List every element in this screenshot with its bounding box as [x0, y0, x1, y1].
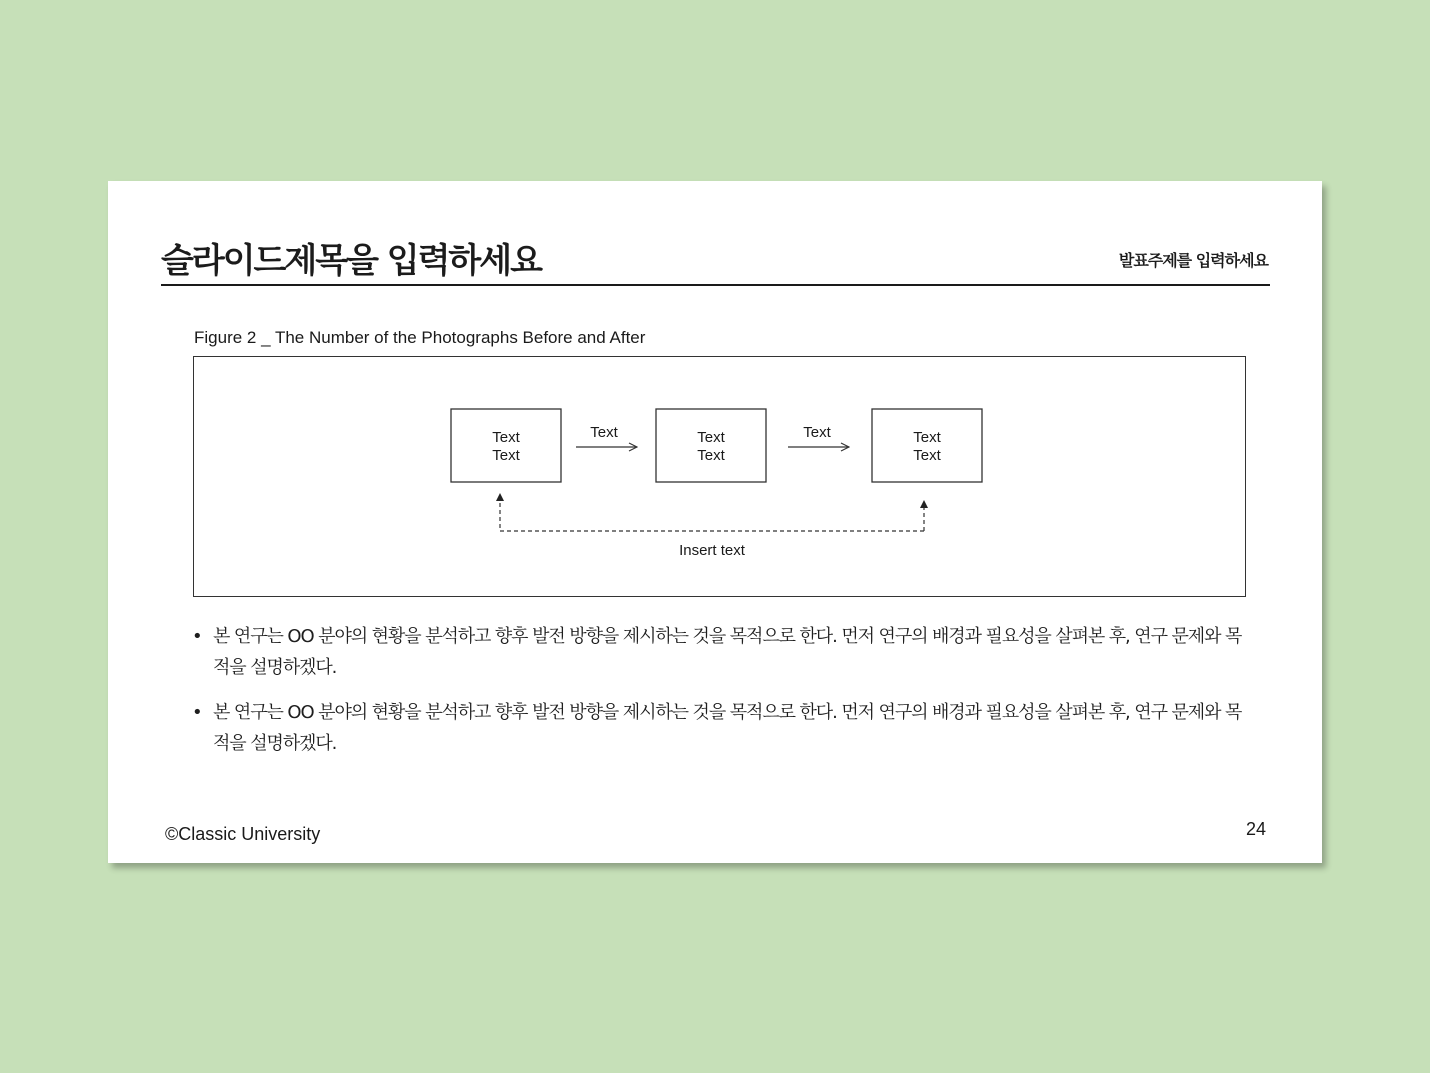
bullet-item-1 — [192, 621, 1242, 683]
flow-node-2 — [656, 409, 766, 482]
node-2-line-2: Text — [697, 447, 725, 464]
bullet-dot: • — [192, 702, 202, 723]
flow-arrow-2 — [788, 424, 849, 447]
bullet-item-2 — [192, 697, 1242, 759]
slide-title: 슬라이드제목을 입력하세요 — [161, 241, 541, 281]
node-3-line-2: Text — [913, 447, 941, 464]
flow-arrow-1 — [576, 424, 637, 447]
slide — [108, 181, 1322, 863]
figure-caption: Figure 2 _ The Number of the Photographs Before and After — [194, 328, 646, 347]
title-divider — [161, 284, 1270, 286]
node-1-line-2: Text — [492, 447, 520, 464]
copyright-text: ©Classic University — [165, 824, 321, 844]
figure-frame — [193, 356, 1246, 597]
node-3-line-1: Text — [913, 429, 941, 446]
page-number: 24 — [1245, 819, 1266, 839]
flow-node-3 — [872, 409, 982, 482]
bullet-list — [192, 621, 1242, 773]
bullet-dot: • — [192, 626, 202, 647]
bullet-text-2: 본 연구는 OO 분야의 현황을 분석하고 향후 발전 방향을 제시하는 것을 목적으로 한다. 먼저 연구의 배경과 필요성을 살펴본 후, 연구 문제와 목적을 설명하겠다. — [213, 702, 1242, 754]
flow-node-1 — [451, 409, 561, 482]
feedback-loop — [500, 497, 924, 559]
bullet-text-1: 본 연구는 OO 분야의 현황을 분석하고 향후 발전 방향을 제시하는 것을 목적으로 한다. 먼저 연구의 배경과 필요성을 살펴본 후, 연구 문제와 목적을 설명하겠다. — [213, 626, 1242, 678]
node-1-line-1: Text — [492, 429, 520, 446]
presentation-topic: 발표주제를 입력하세요 — [1118, 251, 1268, 270]
arrow-1-label: Text — [590, 424, 618, 441]
node-2-line-1: Text — [697, 429, 725, 446]
arrow-2-label: Text — [803, 424, 831, 441]
flow-diagram — [194, 357, 1245, 596]
loop-label: Insert text — [679, 542, 745, 559]
